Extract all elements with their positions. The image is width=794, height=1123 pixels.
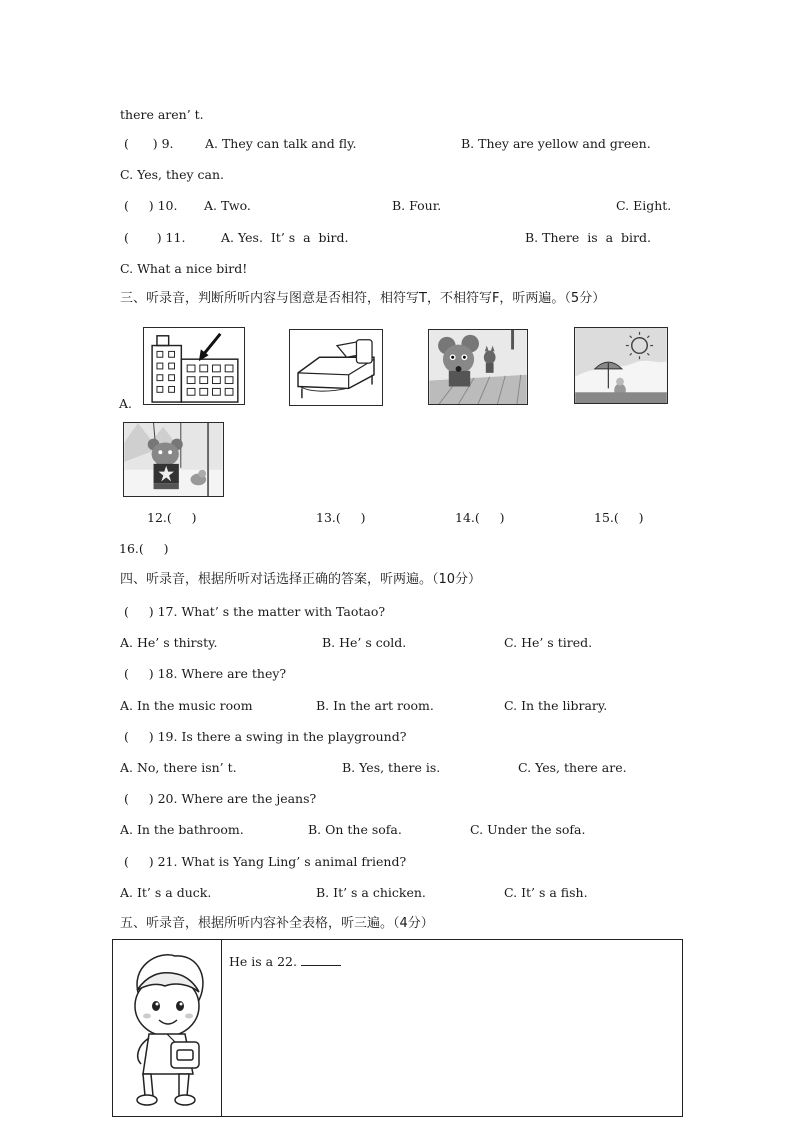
q9-option-a: A. They can talk and fly. (205, 136, 357, 151)
section4-title: 四、听录音，根据所听对话选择正确的答案，听两遍。（10分） (120, 572, 482, 587)
answer-blank-15[interactable]: 15.( ) (594, 510, 644, 525)
answer-blank-14[interactable]: 14.( ) (455, 510, 505, 525)
q18-option-c: C. In the library. (504, 698, 608, 713)
sun-icon (575, 328, 667, 403)
table-cell-text (229, 954, 341, 969)
building-icon (144, 328, 244, 404)
q19-option-b: B. Yes, there is. (342, 760, 441, 775)
q9-option-c: C. Yes, they can. (120, 167, 224, 182)
q10-option-b: B. Four. (392, 198, 442, 213)
q19-option-c: C. Yes, there are. (518, 760, 627, 775)
q11-option-b: B. There is a bird. (525, 230, 651, 245)
q17-option-c: C. He’ s tired. (504, 635, 593, 650)
swing-icon (124, 423, 223, 496)
q19-option-a: A. No, there isn’ t. (120, 760, 237, 775)
q21-option-c: C. It’ s a fish. (504, 885, 588, 900)
q10-number: ( ) 10. (124, 198, 178, 213)
q11-option-a: A. Yes. It’ s a bird. (221, 230, 349, 245)
q18-option-a: A. In the music room (120, 698, 253, 713)
q9-number: ( ) 9. (124, 136, 174, 151)
answer-blank-22[interactable] (301, 955, 341, 966)
picture-label: A. (119, 396, 133, 411)
q18-option-b: B. In the art room. (316, 698, 434, 713)
mouse-icon (429, 330, 527, 404)
table-divider (221, 940, 222, 1116)
fill-in-table (112, 939, 683, 1117)
q21-option-a: A. It’ s a duck. (120, 885, 212, 900)
q20-option-b: B. On the sofa. (308, 822, 402, 837)
q17-stem: ( ) 17. What’ s the matter with Taotao? (124, 604, 386, 619)
q8-tail: there aren’ t. (120, 107, 204, 122)
answer-blank-12[interactable]: 12.( ) (147, 510, 197, 525)
mouse-picture (428, 329, 528, 405)
q21-option-b: B. It’ s a chicken. (316, 885, 426, 900)
building-picture (143, 327, 245, 405)
q17-option-b: B. He’ s cold. (322, 635, 407, 650)
swing-picture (123, 422, 224, 497)
q11-option-c: C. What a nice bird! (120, 261, 248, 276)
q10-option-a: A. Two. (204, 198, 251, 213)
answer-blank-16[interactable]: 16.( ) (119, 541, 169, 556)
answer-blank-13[interactable]: 13.( ) (316, 510, 366, 525)
q20-stem: ( ) 20. Where are the jeans? (124, 791, 317, 806)
q19-stem: ( ) 19. Is there a swing in the playground? (124, 729, 407, 744)
q20-option-c: C. Under the sofa. (470, 822, 586, 837)
q11-number: ( ) 11. (124, 230, 186, 245)
q21-stem: ( ) 21. What is Yang Ling’ s animal friend? (124, 854, 407, 869)
sunny-picture (574, 327, 668, 404)
q18-stem: ( ) 18. Where are they? (124, 666, 287, 681)
q9-option-b: B. They are yellow and green. (461, 136, 651, 151)
cell-sentence: He is a 22. (229, 954, 301, 969)
boy-illustration (119, 946, 215, 1112)
q10-option-c: C. Eight. (616, 198, 672, 213)
boy-icon (119, 946, 215, 1112)
bed-picture (289, 329, 383, 406)
q17-option-a: A. He’ s thirsty. (120, 635, 218, 650)
section5-title: 五、听录音，根据所听内容补全表格，听三遍。（4分） (120, 916, 434, 931)
bed-icon (290, 330, 382, 405)
section3-title: 三、听录音，判断所听内容与图意是否相符，相符写T，不相符写F，听两遍。（5分） (120, 291, 606, 306)
q20-option-a: A. In the bathroom. (120, 822, 244, 837)
